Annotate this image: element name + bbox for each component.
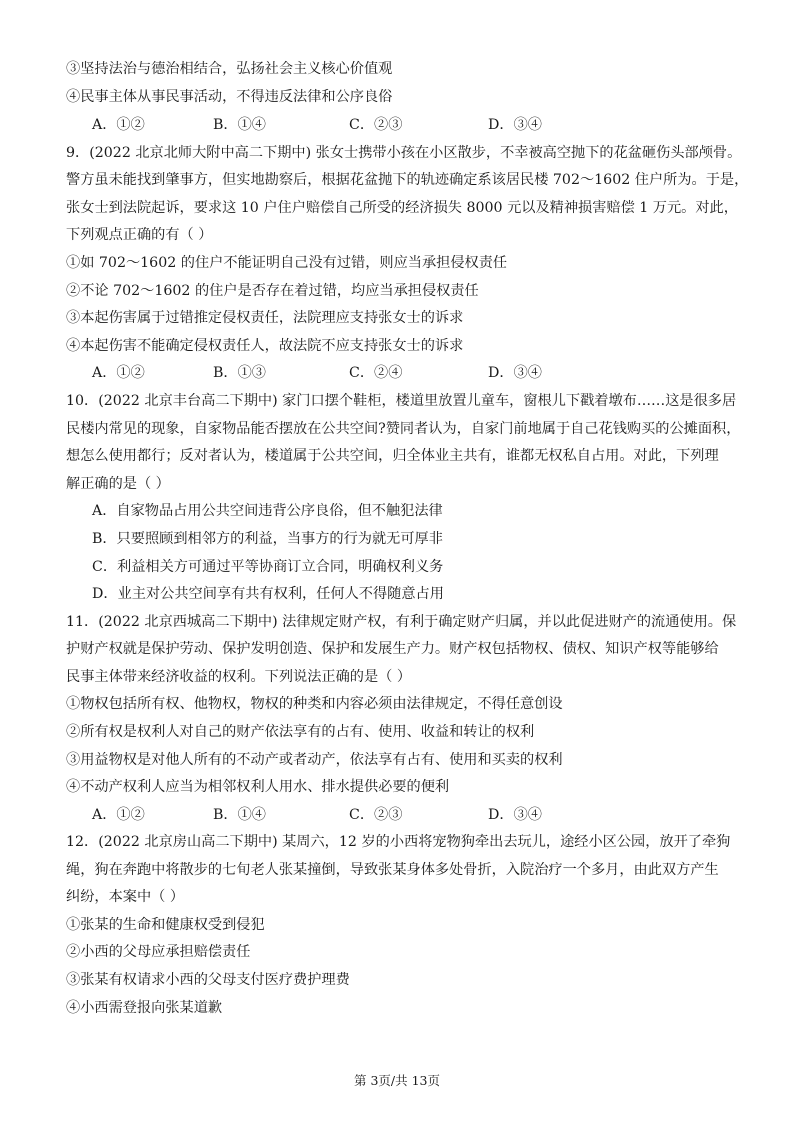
q11-stem-line-2: 护财产权就是保护劳动、保护发明创造、保护和发展生产力。财产权包括物权、债权、知识产权等能够给	[66, 641, 719, 657]
q12-statement-4: ④小西需登报向张某道歉	[66, 1000, 223, 1016]
option-a: A．①②	[92, 807, 145, 823]
q9-statement-4: ④本起伤害不能确定侵权责任人，故法院不应支持张女士的诉求	[66, 338, 464, 354]
q11-statement-2: ②所有权是权利人对自己的财产依法享有的占有、使用、收益和转让的权利	[66, 724, 535, 740]
q9-stem-line-2: 警方虽未能找到肇事方，但实地勘察后，根据花盆抛下的轨迹确定系该居民楼 702～1602 住户所为。于是，	[66, 172, 749, 188]
q10-option-c: C．利益相关方可通过平等协商订立合同，明确权利义务	[92, 559, 444, 575]
q10-stem-line-3: 想怎么使用都行；反对者认为，楼道属于公共空间，归全体业主共有，谁都无权私自占用。对此，下列理	[66, 448, 719, 464]
option-c: C．②③	[349, 117, 403, 133]
q10-stem-line-4: 解正确的是（ ）	[66, 476, 170, 492]
q9-stem-line-1: 9．(2022 北京北师大附中高二下期中) 张女士携带小孩在小区散步，不幸被高空抛下的花盆砸伤头部颅骨。	[66, 145, 742, 161]
q11-statement-4: ④不动产权利人应当为相邻权利人用水、排水提供必要的便利	[66, 779, 450, 795]
page-number-footer: 第 3页/共 13页	[353, 1073, 441, 1088]
option-b: B．①③	[213, 365, 266, 381]
q10-option-d: D．业主对公共空间享有共有权利，任何人不得随意占用	[92, 586, 444, 602]
option-c: C．②③	[349, 807, 403, 823]
option-d: D．③④	[488, 117, 542, 133]
q12-stem-line-2: 绳，狗在奔跑中将散步的七旬老人张某撞倒，导致张某身体多处骨折，入院治疗一个多月，由此双方产生	[66, 862, 719, 878]
q12-stem-line-3: 纠纷，本案中（ ）	[66, 889, 185, 905]
option-b: B．①④	[213, 117, 266, 133]
q10-option-b: B．只要照顾到相邻方的利益，当事方的行为就无可厚非	[92, 531, 443, 547]
option-d: D．③④	[488, 807, 542, 823]
q10-stem-line-1: 10．(2022 北京丰台高二下期中) 家门口摆个鞋柜，楼道里放置儿童车，窗根儿下戳着墩布……这是很多居	[66, 393, 737, 409]
q9-stem-line-3: 张女士到法院起诉，要求这 10 户住户赔偿自己所受的经济损失 8000 元以及精神损害赔偿 1 万元。对此，	[66, 200, 738, 216]
q9-stem-line-4: 下列观点正确的有（ ）	[66, 227, 213, 243]
q9-statement-1: ①如 702～1602 的住户不能证明自己没有过错，则应当承担侵权责任	[66, 255, 508, 271]
q12-statement-2: ②小西的父母应承担赔偿责任	[66, 944, 251, 960]
q12-stem-line-1: 12．(2022 北京房山高二下期中) 某周六，12 岁的小西将宠物狗牵出去玩儿，途经小区公园，放开了牵狗	[66, 834, 731, 850]
option-a: A．①②	[92, 117, 145, 133]
q9-statement-3: ③本起伤害属于过错推定侵权责任，法院理应支持张女士的诉求	[66, 310, 464, 326]
q10-stem-line-2: 民楼内常见的现象，自家物品能否摆放在公共空间?赞同者认为，自家门前地属于自己花钱购买的公摊面积，	[66, 421, 741, 437]
q11-stem-line-1: 11．(2022 北京西城高二下期中) 法律规定财产权，有利于确定财产归属，并以此促进财产的流通使用。保	[66, 614, 737, 630]
q11-statement-3: ③用益物权是对他人所有的不动产或者动产，依法享有占有、使用和买卖的权利	[66, 752, 563, 768]
q12-statement-1: ①张某的生命和健康权受到侵犯	[66, 917, 265, 933]
statement-4: ④民事主体从事民事活动，不得违反法律和公序良俗	[66, 89, 393, 105]
q11-stem-line-3: 民事主体带来经济收益的权利。下列说法正确的是（ ）	[66, 669, 412, 685]
option-d: D．③④	[488, 365, 542, 381]
q9-statement-2: ②不论 702～1602 的住户是否存在着过错，均应当承担侵权责任	[66, 283, 479, 299]
q11-statement-1: ①物权包括所有权、他物权，物权的种类和内容必须由法律规定，不得任意创设	[66, 696, 563, 712]
statement-3: ③坚持法治与德治相结合，弘扬社会主义核心价值观	[66, 61, 393, 77]
q10-option-a: A．自家物品占用公共空间违背公序良俗，但不触犯法律	[92, 503, 443, 519]
option-c: C．②④	[349, 365, 403, 381]
option-b: B．①④	[213, 807, 266, 823]
q12-statement-3: ③张某有权请求小西的父母支付医疗费护理费	[66, 972, 350, 988]
option-a: A．①②	[92, 365, 145, 381]
